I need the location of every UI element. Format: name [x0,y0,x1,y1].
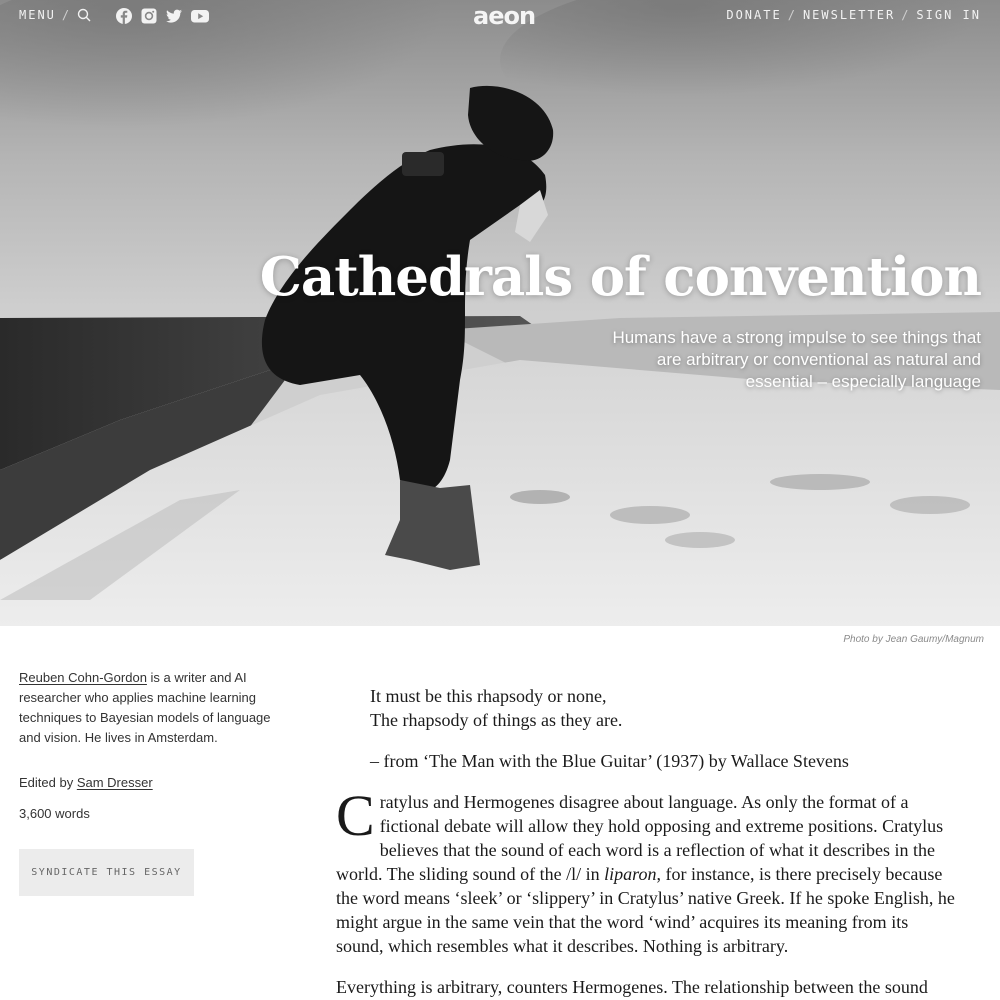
essay-title: Cathedrals of convention [259,246,981,308]
author-bio [19,668,291,748]
epigraph-line: The rhapsody of things as they are. [370,710,623,730]
edited-by-label: Edited by [19,775,77,790]
menu-button[interactable]: MENU [19,8,56,22]
edited-by [19,774,291,792]
nav-right [726,8,981,22]
paragraph-text: ratylus and Hermogenes disagree about language. As only the format of a fictional debate will allow they hold opposing and extreme positions. Cratylus believes that the sound of each word is a reflection of what it describes in the world. The sliding sound of the /l/ in [336,792,944,884]
nav-separator: / [787,8,797,22]
instagram-icon[interactable] [141,8,157,24]
essay-sidebar [19,668,291,896]
paragraph: Everything is arbitrary, counters Hermogenes. The relationship between the sound [336,977,928,997]
nav-separator: / [901,8,911,22]
essay-standfirst: Humans have a strong impulse to see things that are arbitrary or conventional as natural and essential – especially language [612,328,981,391]
nav-left [19,8,91,22]
word-count: 3,600 words [19,806,90,821]
social-links [116,8,209,24]
epigraph-line: It must be this rhapsody or none, [370,686,607,706]
syndicate-button[interactable]: SYNDICATE THIS ESSAY [19,849,194,896]
epigraph-attribution: – from ‘The Man with the Blue Guitar’ (1937) by Wallace Stevens [370,751,849,771]
facebook-icon[interactable] [116,8,132,24]
emphasis-text: liparon [604,864,657,884]
paragraph-text: , for instance, is there precisely because the word means ‘sleek’ or ‘slippery’ in Cratylus’ native Greek. If he spoke English, he might argue in the same vein that the word ‘wind’ acquires its meaning from its sound, which resembles what it describes. Nothing is arbitrary. [336,864,955,956]
sign-in-link[interactable]: SIGN IN [916,8,981,22]
top-navigation [0,0,1000,34]
author-link[interactable]: Reuben Cohn-Gordon [19,670,147,685]
drop-cap: C [336,783,375,848]
photo-credit: Photo by Jean Gaumy/Magnum [843,634,984,645]
nav-separator: / [61,8,72,22]
twitter-icon[interactable] [166,8,182,24]
donate-link[interactable]: DONATE [726,8,782,22]
paragraph [336,783,958,958]
epigraph [370,684,958,732]
search-icon[interactable] [77,8,91,22]
newsletter-link[interactable]: NEWSLETTER [802,8,896,22]
aeon-logo[interactable]: aeon [473,2,536,30]
author-bio-text: is a writer and AI researcher who applies machine learning techniques to Bayesian models of language and vision. He lives in Amsterdam. [19,670,271,745]
editor-link[interactable]: Sam Dresser [76,775,153,790]
essay-body [336,684,958,999]
youtube-icon[interactable] [191,8,209,24]
